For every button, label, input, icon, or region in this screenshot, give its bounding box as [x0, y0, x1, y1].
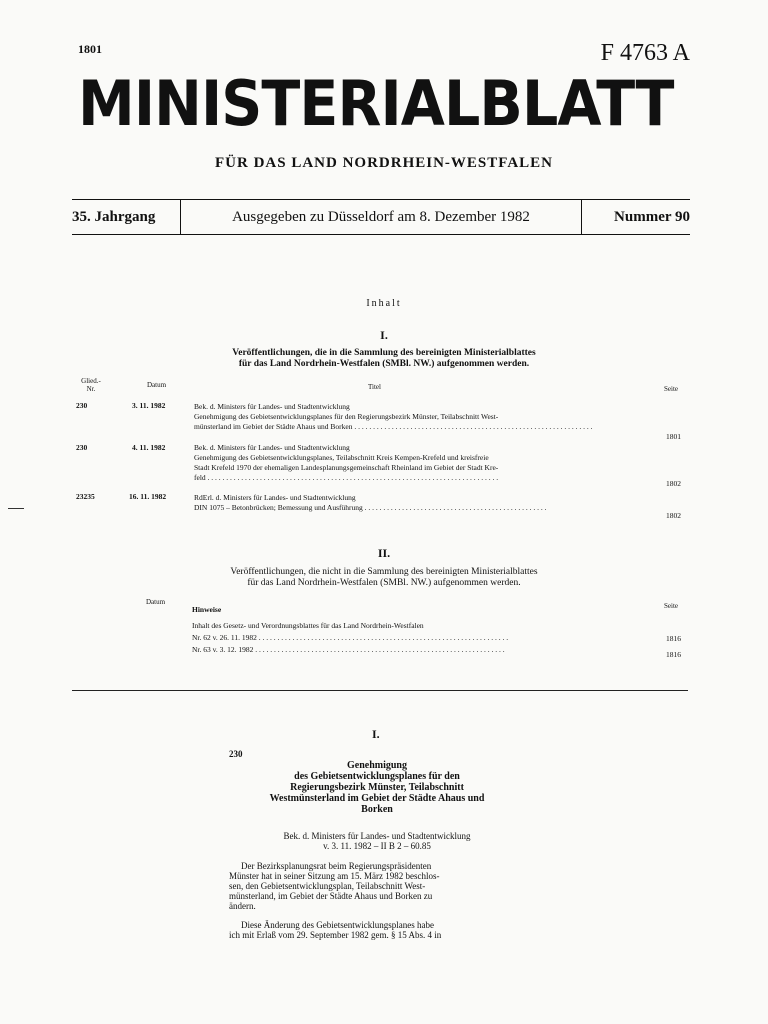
col-seite-header: Seite [664, 385, 678, 393]
article-title-line: Borken [361, 804, 393, 815]
toc-entry-line: Genehmigung des Gebietsentwicklungsplanes für den Regierungsbezirk Münster, Teilabschnitt West- [194, 412, 499, 421]
masthead-subtitle: FÜR DAS LAND NORDRHEIN-WESTFALEN [215, 155, 553, 171]
issue-date: Ausgegeben zu Düsseldorf am 8. Dezember 1982 [181, 200, 582, 234]
toc-entry-page: 1802 [666, 479, 681, 488]
article-line: Diese Änderung des Gebietsentwicklungsplanes habe [241, 920, 434, 930]
toc-entry-dotted-line: DIN 1075 – Betonbrücken; Bemessung und Ausführung . . . . . . . . . . . . . . . . . . . . . . . . . . . . . . . . . . . . . . . . . . . . . . . . . [194, 503, 547, 512]
article-line: ich mit Erlaß vom 29. September 1982 gem. § 15 Abs. 4 in [229, 930, 442, 940]
toc-part2-title-line2: für das Land Nordrhein-Westfalen (SMBl. NW.) aufgenommen werden. [247, 578, 521, 588]
article-title-line: Regierungsbezirk Münster, Teilabschnitt [290, 782, 464, 793]
masthead-title: MINISTERIALBLATT [78, 67, 674, 140]
issue-number: Nummer 90 [614, 208, 690, 225]
col-glied-line1: Glied.- [81, 377, 101, 385]
toc-entry-dotted-line: feld . . . . . . . . . . . . . . . . . . . . . . . . . . . . . . . . . . . . . . . . . . . . . . . . . . . . . . . . . . . . . . . . . . . . . . . . . . . . . . [194, 473, 499, 482]
col-glied-line2: Nr. [86, 385, 96, 393]
toc-entry-line: Genehmigung des Gebietsentwicklungsplanes, Teilabschnitt Kreis Kempen-Krefeld und kreisfreie [194, 453, 489, 462]
article-title [229, 760, 525, 815]
toc-entry-date: 4. 11. 1982 [132, 443, 166, 452]
toc-part2-title-line1: Veröffentlichungen, die nicht in die Sammlung des bereinigten Ministerialblattes [230, 567, 538, 577]
gvbl-entry-page: 1816 [666, 634, 681, 643]
issue-bar [72, 199, 690, 235]
margin-mark [8, 508, 24, 509]
article-line: Der Bezirksplanungsrat beim Regierungspräsidenten [241, 861, 432, 871]
toc-entry-date: 3. 11. 1982 [132, 401, 166, 410]
col-seite-header-2: Seite [664, 602, 678, 610]
hinweise-label: Hinweise [192, 605, 222, 614]
toc-entry-nr: 230 [76, 443, 88, 452]
toc-entry-date: 16. 11. 1982 [129, 492, 167, 501]
gvbl-entry-2: Nr. 63 v. 3. 12. 1982 . . . . . . . . . . . . . . . . . . . . . . . . . . . . . . . . . . . . . . . . . . . . . . . . . . . . . . . . . . . . . . . . . . . [192, 645, 505, 654]
article-source [229, 831, 525, 851]
toc-entry-page: 1802 [666, 511, 681, 520]
article-title-line: des Gebietsentwicklungsplanes für den [294, 771, 460, 782]
gvbl-entry-page: 1816 [666, 650, 681, 659]
article-paragraph-2 [229, 920, 525, 940]
toc-entry-line: RdErl. d. Ministers für Landes- und Stadtentwicklung [194, 493, 356, 502]
toc-entry-line: Bek. d. Ministers für Landes- und Stadtentwicklung [194, 402, 350, 411]
toc-entry-body [194, 443, 658, 483]
article-title-line: Genehmigung [346, 760, 407, 771]
toc-entry-nr: 23235 [76, 492, 95, 501]
divider-rule [72, 690, 688, 691]
toc-entry-line: Bek. d. Ministers für Landes- und Stadtentwicklung [194, 443, 350, 452]
toc-part1-title [0, 348, 768, 370]
toc-part1-title-line2: für das Land Nordrhein-Westfalen (SMBl. NW.) aufgenommen werden. [238, 359, 530, 369]
article-nr: 230 [229, 749, 243, 759]
toc-entry-page: 1801 [666, 432, 681, 441]
article-title-line: Westmünsterland im Gebiet der Städte Ahaus und [269, 793, 485, 804]
toc-entry-line: Stadt Krefeld 1970 der ehemaligen Landesplanungsgemeinschaft Rheinland im Gebiet der Stadt Kre- [194, 463, 499, 472]
toc-part1-roman: I. [380, 328, 388, 342]
toc-heading: Inhalt [366, 298, 402, 309]
col-titel-header: Titel [368, 383, 381, 391]
toc-entry-body [194, 402, 658, 432]
article-roman: I. [372, 727, 380, 741]
article-line: sen, den Gebietsentwicklungsplan, Teilabschnitt West- [229, 881, 426, 891]
issue-volume: 35. Jahrgang [72, 200, 181, 234]
col-datum-header: Datum [147, 381, 167, 389]
page-number: 1801 [78, 42, 102, 56]
article-source-line1: Bek. d. Ministers für Landes- und Stadtentwicklung [283, 831, 471, 841]
article-line: ändern. [229, 901, 256, 911]
toc-part2-title [0, 567, 768, 589]
toc-entry-nr: 230 [76, 401, 88, 410]
toc-entry-body [194, 493, 658, 513]
article-line: münsterland, im Gebiet der Städte Ahaus und Borken zu [229, 891, 433, 901]
hinweise-intro: Inhalt des Gesetz- und Verordnungsblattes für das Land Nordrhein-Westfalen [192, 621, 424, 630]
col-glied-header [76, 377, 106, 393]
toc-part2-roman: II. [377, 546, 391, 560]
article-paragraph-1 [229, 861, 525, 911]
toc-part1-title-line1: Veröffentlichungen, die in die Sammlung des bereinigten Ministerialblattes [232, 348, 536, 358]
col-datum-header-2: Datum [146, 598, 166, 606]
article-line: Münster hat in seiner Sitzung am 15. März 1982 beschlos- [229, 871, 440, 881]
gvbl-entry-1: Nr. 62 v. 26. 11. 1982 . . . . . . . . . . . . . . . . . . . . . . . . . . . . . . . . . . . . . . . . . . . . . . . . . . . . . . . . . . . . . . . . . . . [192, 633, 509, 642]
article-source-line2: v. 3. 11. 1982 – II B 2 – 60.85 [323, 841, 431, 851]
publication-code: F 4763 A [600, 40, 690, 66]
toc-entry-dotted-line: münsterland im Gebiet der Städte Ahaus und Borken . . . . . . . . . . . . . . . . . . . . . . . . . . . . . . . . . . . . . . . . . . . . . . . . . . . . . . . . . . . . . . . . [194, 422, 593, 431]
